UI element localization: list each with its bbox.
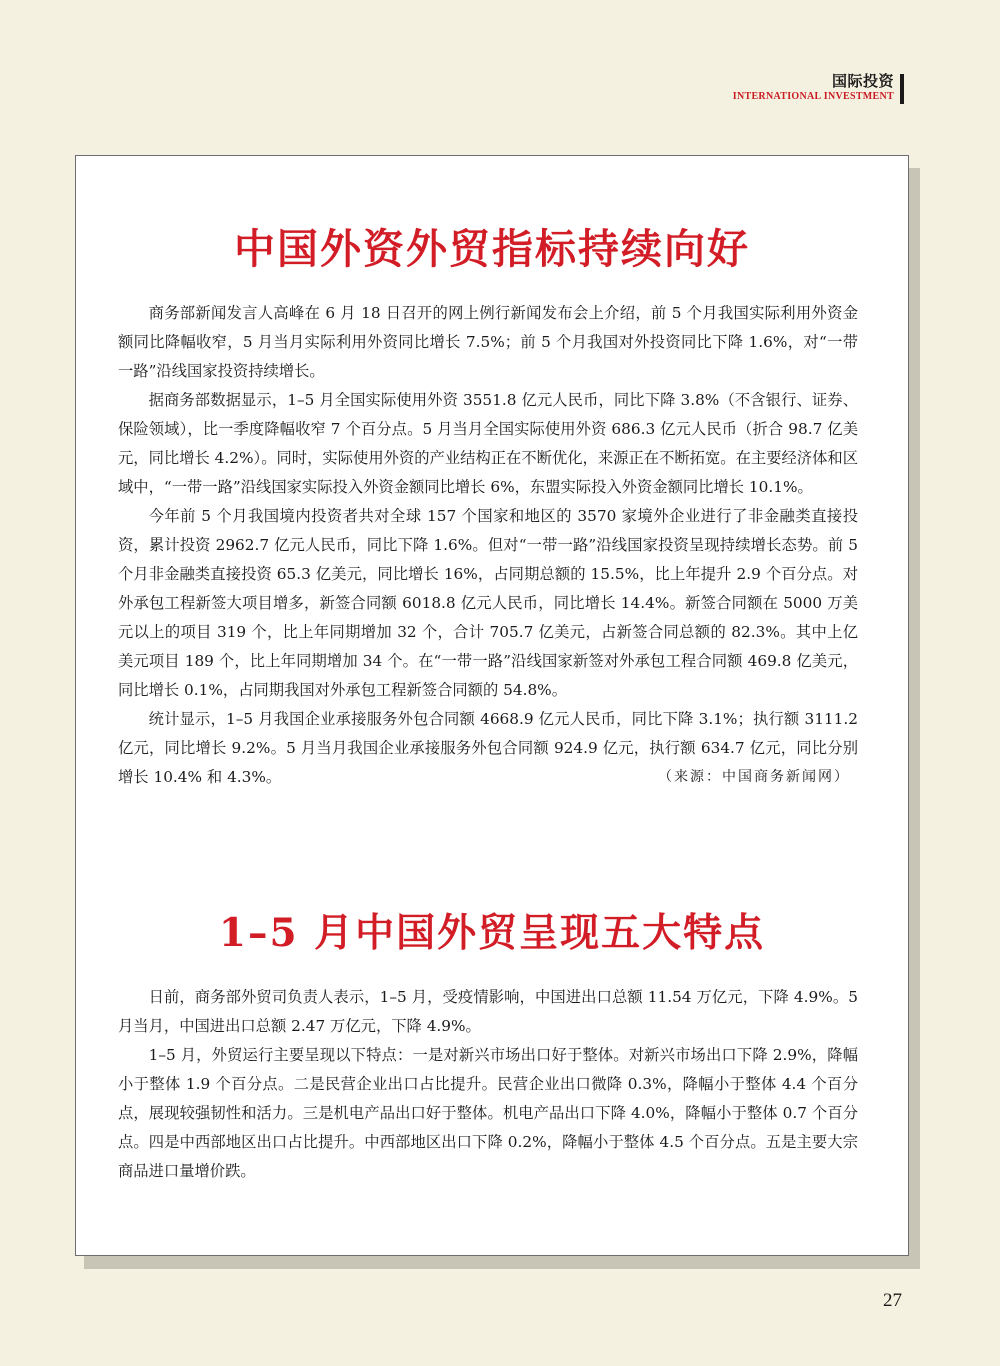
- paragraph: 统计显示，1–5 月我国企业承接服务外包合同额 4668.9 亿元人民币，同比下降 3.1%；执行额 3111.2 亿元，同比增长 9.2%。5 月当月我国企业承接服务外包合同额 924.9 亿元，执行额 634.7 亿元，同比分别增长 10.4% 和 4.3%。: [118, 710, 858, 786]
- paragraph: 据商务部数据显示，1–5 月全国实际使用外资 3551.8 亿元人民币，同比下降 3.8%（不含银行、证券、保险领域），比一季度降幅收窄 7 个百分点。5 月当月全国实际使用外资 686.3 亿元人民币（折合 98.7 亿美元，同比增长 4.2%）。同时，实际使用外资的产业结构正在不断优化，来源正在不断拓宽。在主要经济体和区域中，“一带一路”沿线国家实际投入外资金额同比增长 6%，东盟实际投入外资金额同比增长 10.1%。: [118, 391, 858, 496]
- article-box: [75, 155, 909, 1256]
- paragraph: 1–5 月，外贸运行主要呈现以下特点：一是对新兴市场出口好于整体。对新兴市场出口下降 2.9%，降幅小于整体 1.9 个百分点。二是民营企业出口占比提升。民营企业出口微降 0.3%，降幅小于整体 4.4 个百分点，展现较强韧性和活力。三是机电产品出口好于整体。机电产品出口下降 4.0%，降幅小于整体 0.7 个百分点。四是中西部地区出口占比提升。中西部地区出口下降 0.2%，降幅小于整体 4.5 个百分点。五是主要大宗商品进口量增价跌。: [118, 1046, 858, 1180]
- paragraph: 今年前 5 个月我国境内投资者共对全球 157 个国家和地区的 3570 家境外企业进行了非金融类直接投资，累计投资 2962.7 亿元人民币，同比下降 1.6%。但对“一带一路”沿线国家投资呈现持续增长态势。前 5 个月非金融类直接投资 65.3 亿美元，同比增长 16%，占同期总额的 15.5%，比上年提升 2.9 个百分点。对外承包工程新签大项目增多，新签合同额 6018.8 亿元人民币，同比增长 14.4%。新签合同额在 5000 万美元以上的项目 319 个，比上年同期增加 32 个，合计 705.7 亿美元，占新签合同总额的 82.3%。其中上亿美元项目 189 个，比上年同期增加 34 个。在“一带一路”沿线国家新签对外承包工程合同额 469.8 亿美元，同比增长 0.1%，占同期我国对外承包工程新签合同额的 54.8%。: [118, 507, 858, 699]
- section-title-en: INTERNATIONAL INVESTMENT: [732, 91, 894, 102]
- article-body-2: [118, 983, 858, 1186]
- article-body-1: [118, 299, 858, 792]
- article-title-1: 中国外资外贸指标持续向好: [234, 225, 750, 273]
- section-title-cn: 国际投资: [831, 72, 894, 90]
- paragraph: 商务部新闻发言人高峰在 6 月 18 日召开的网上例行新闻发布会上介绍，前 5 个月我国实际利用外资金额同比降幅收窄，5 月当月实际利用外资同比增长 7.5%；前 5 个月我国对外投资同比下降 1.6%，对“一带一路”沿线国家投资持续增长。: [118, 304, 858, 380]
- page-number: 27: [883, 1290, 902, 1311]
- article-source: （来源：中国商务新闻网）: [658, 769, 850, 785]
- article-title-2: 1–5 月中国外贸呈现五大特点: [218, 910, 766, 956]
- section-header: [733, 74, 894, 102]
- header-divider-bar: [900, 74, 904, 104]
- paragraph: 日前，商务部外贸司负责人表示，1–5 月，受疫情影响，中国进出口总额 11.54 万亿元，下降 4.9%。5 月当月，中国进出口总额 2.47 万亿元，下降 4.9%。: [118, 988, 858, 1035]
